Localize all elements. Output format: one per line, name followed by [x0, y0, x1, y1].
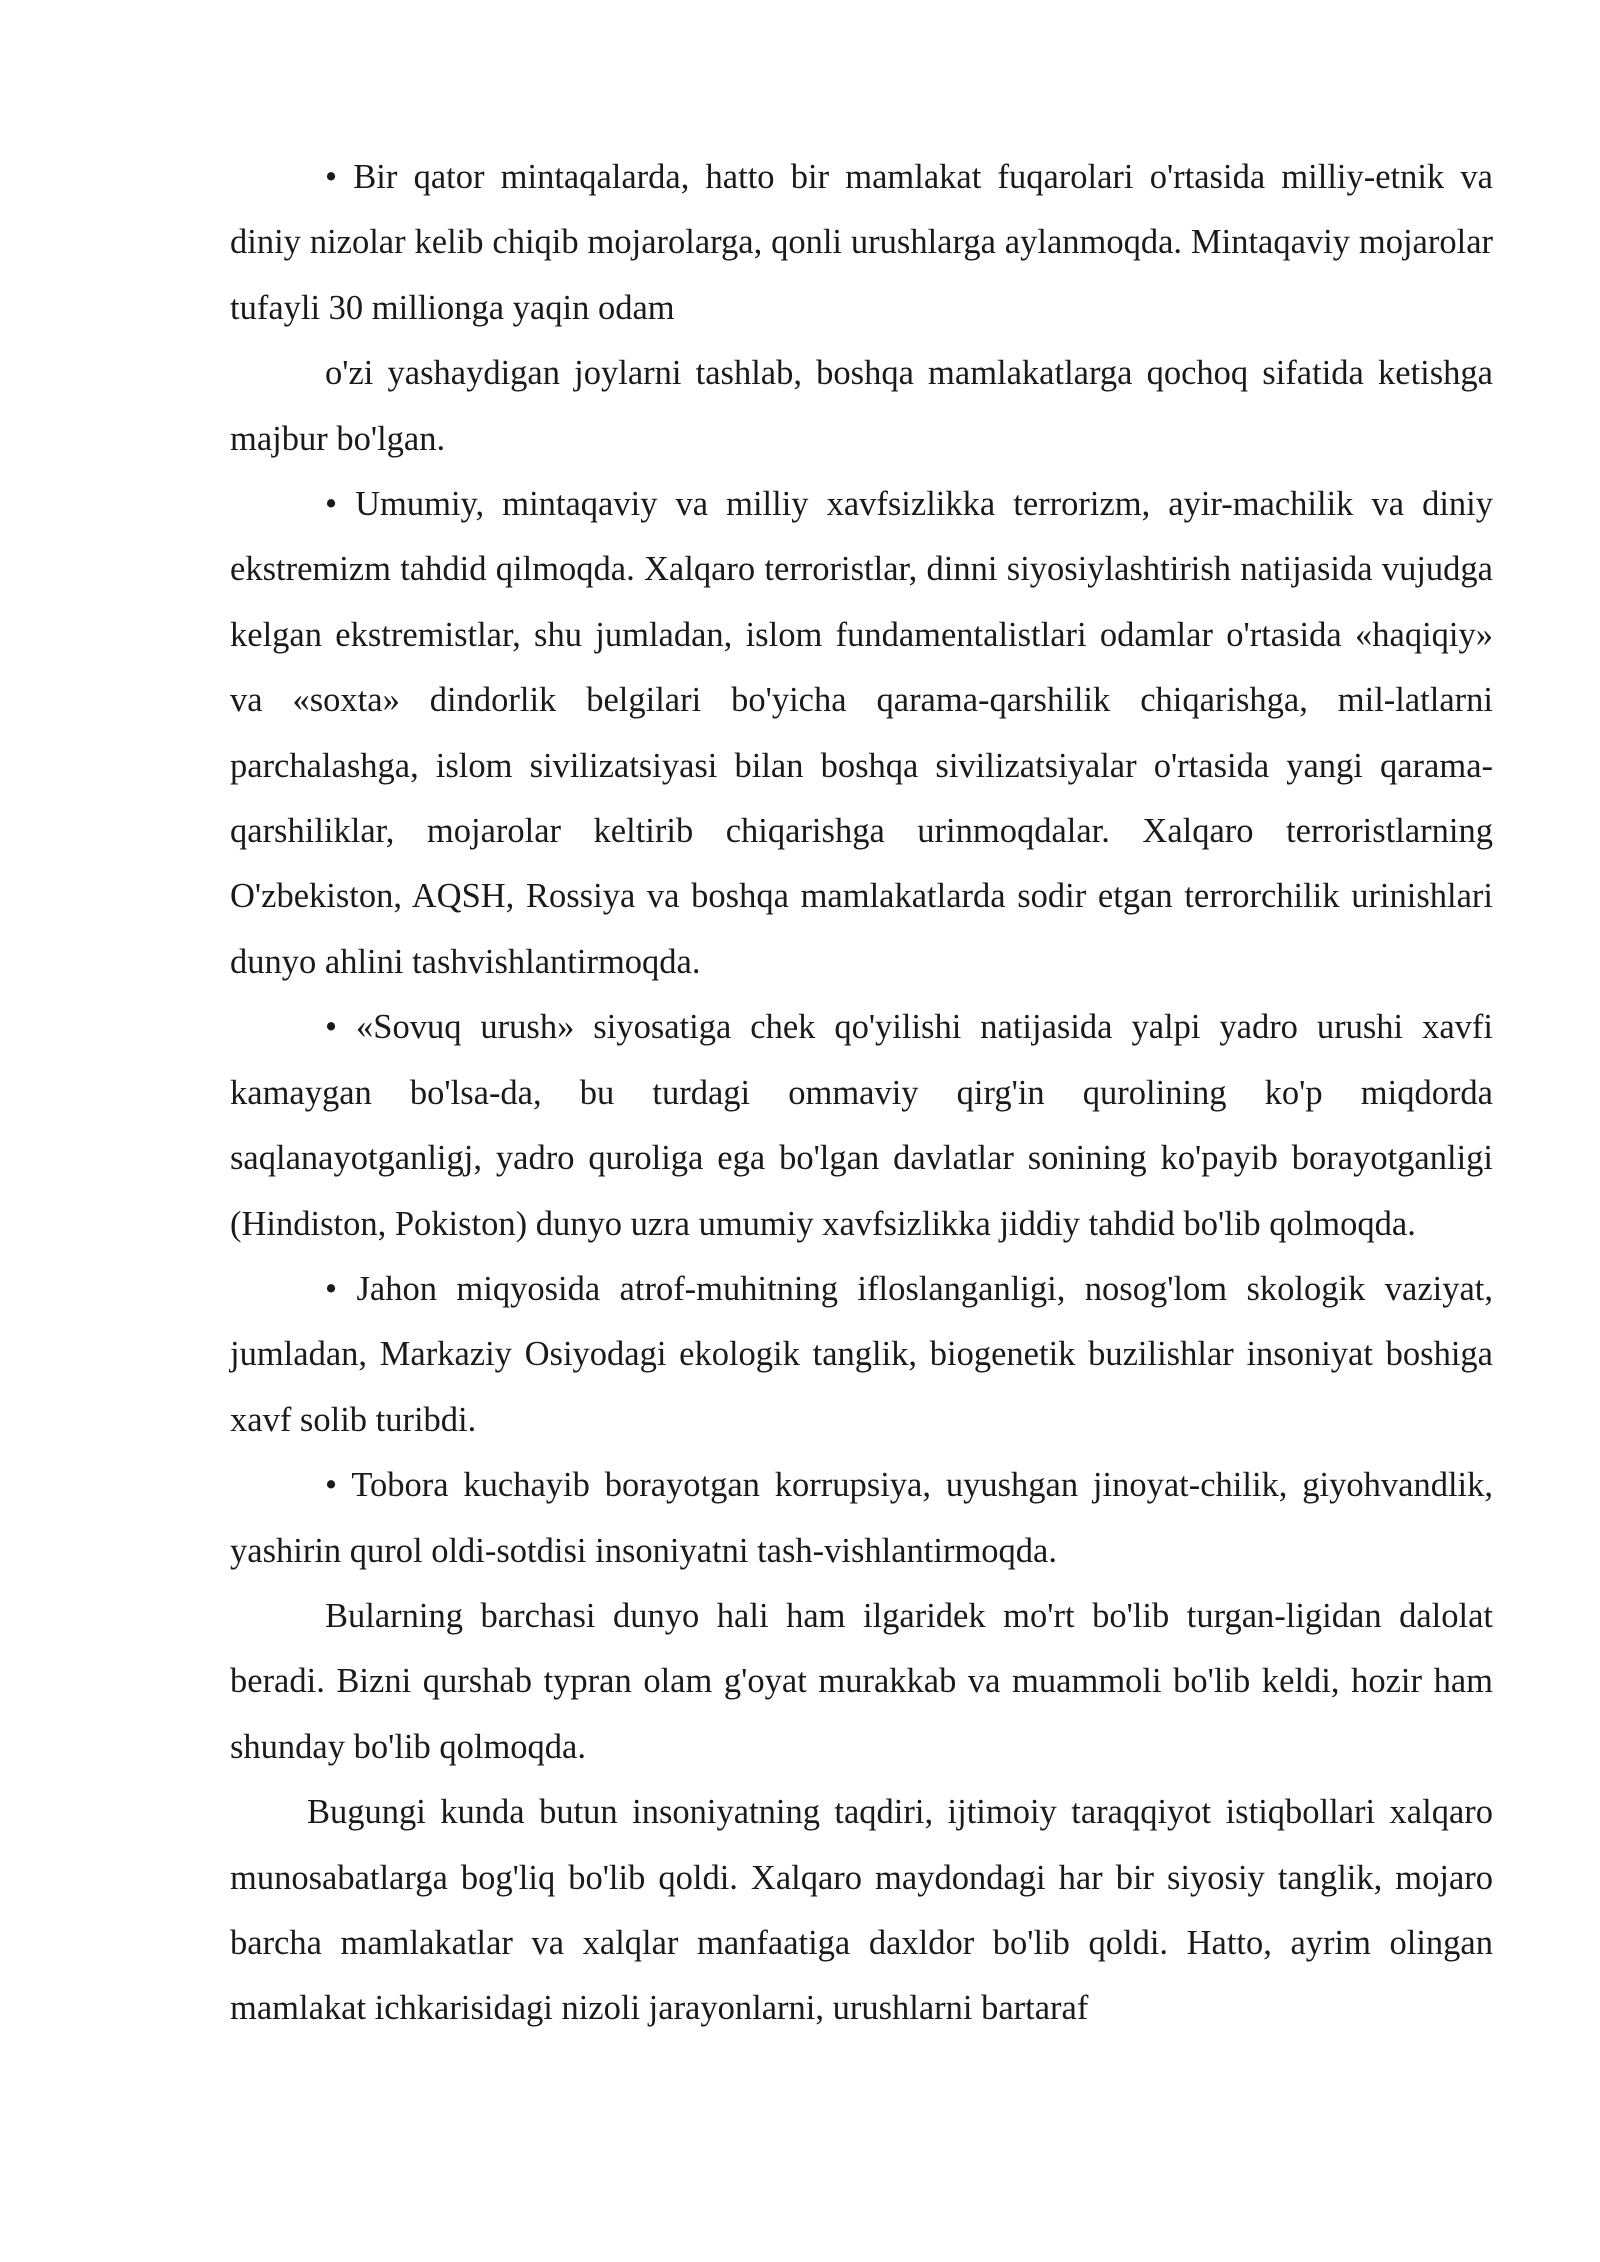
paragraph-refugees: o'zi yashaydigan joylarni tashlab, boshqa mamlakatlarga qochoq sifatida ketishga majbur bo'lgan. [230, 354, 1493, 458]
paragraph-terrorism: • Umumiy, mintaqaviy va milliy xavfsizlikka terrorizm, ayir-machilik va diniy ekstremizm tahdid qilmoqda. Xalqaro terroristlar, dinni siyosiylashtirish natijasida vujudga kelgan ekstremistlar, shu jumladan, islom fundamentalistlari odamlar o'rtasida «haqiqiy» va «soxta» dindorlik belgilari bo'yicha qarama-qarshilik chiqarishga, mil-latlarni parchalashga, islom sivilizatsiyasi bilan boshqa sivilizatsiyalar o'rtasida yangi qarama-qarshiliklar, mojarolar keltirib chiqarishga urinmoqdalar. Xalqaro terroristlarning O'zbekiston, AQSH, Rossiya va boshqa mamlakatlarda sodir etgan terrorchilik urinishlari dunyo ahlini tashvishlantirmoqda. [230, 485, 1493, 981]
paragraph-fragile-world: Bularning barchasi dunyo hali ham ilgaridek mo'rt bo'lib turgan-ligidan dalolat beradi. Bizni qurshab typran olam g'oyat murakkab va muammoli bo'lib keldi, hozir ham shunday bo'lib qolmoqda. [230, 1596, 1493, 1766]
paragraph-corruption: • Tobora kuchayib borayotgan korrupsiya, uyushgan jinoyat-chilik, giyohvandlik, yashirin qurol oldi-sotdisi insoniyatni tash-vishlantirmoqda. [230, 1466, 1493, 1570]
paragraph-nuclear-threat: • «Sovuq urush» siyosatiga chek qo'yilishi natijasida yalpi yadro urushi xavfi kamaygan bo'lsa-da, bu turdagi ommaviy qirg'in qurolining ko'p miqdorda saqlanayotganligj, yadro quroliga ega bo'lgan davlatlar sonining ko'payib borayotganligi (Hindiston, Pokiston) dunyo uzra umumiy xavfsizlikka jiddiy tahdid bo'lib qolmoqda. [230, 1008, 1493, 1243]
document-page [230, 145, 1493, 2042]
paragraph-regional-conflicts: • Bir qator mintaqalarda, hatto bir mamlakat fuqarolari o'rtasida milliy-etnik va diniy nizolar kelib chiqib mojarolarga, qonli urushlarga aylanmoqda. Mintaqaviy mojarolar tufayli 30 millionga yaqin odam [230, 158, 1493, 327]
paragraph-ecology: • Jahon miqyosida atrof-muhitning ifloslanganligi, nosog'lom skologik vaziyat, jumladan, Markaziy Osiyodagi ekologik tanglik, biogenetik buzilishlar insoniyat boshiga xavf solib turibdi. [230, 1269, 1493, 1439]
paragraph-international-relations: Bugungi kunda butun insoniyatning taqdiri, ijtimoiy taraqqiyot istiqbollari xalqaro munosabatlarga bog'liq bo'lib qoldi. Xalqaro maydondagi har bir siyosiy tanglik, mojaro barcha mamlakatlar va xalqlar manfaatiga daxldor bo'lib qoldi. Hatto, ayrim olingan mamlakat ichkarisidagi nizoli jarayonlarni, urushlarni bartaraf [230, 1793, 1493, 2028]
